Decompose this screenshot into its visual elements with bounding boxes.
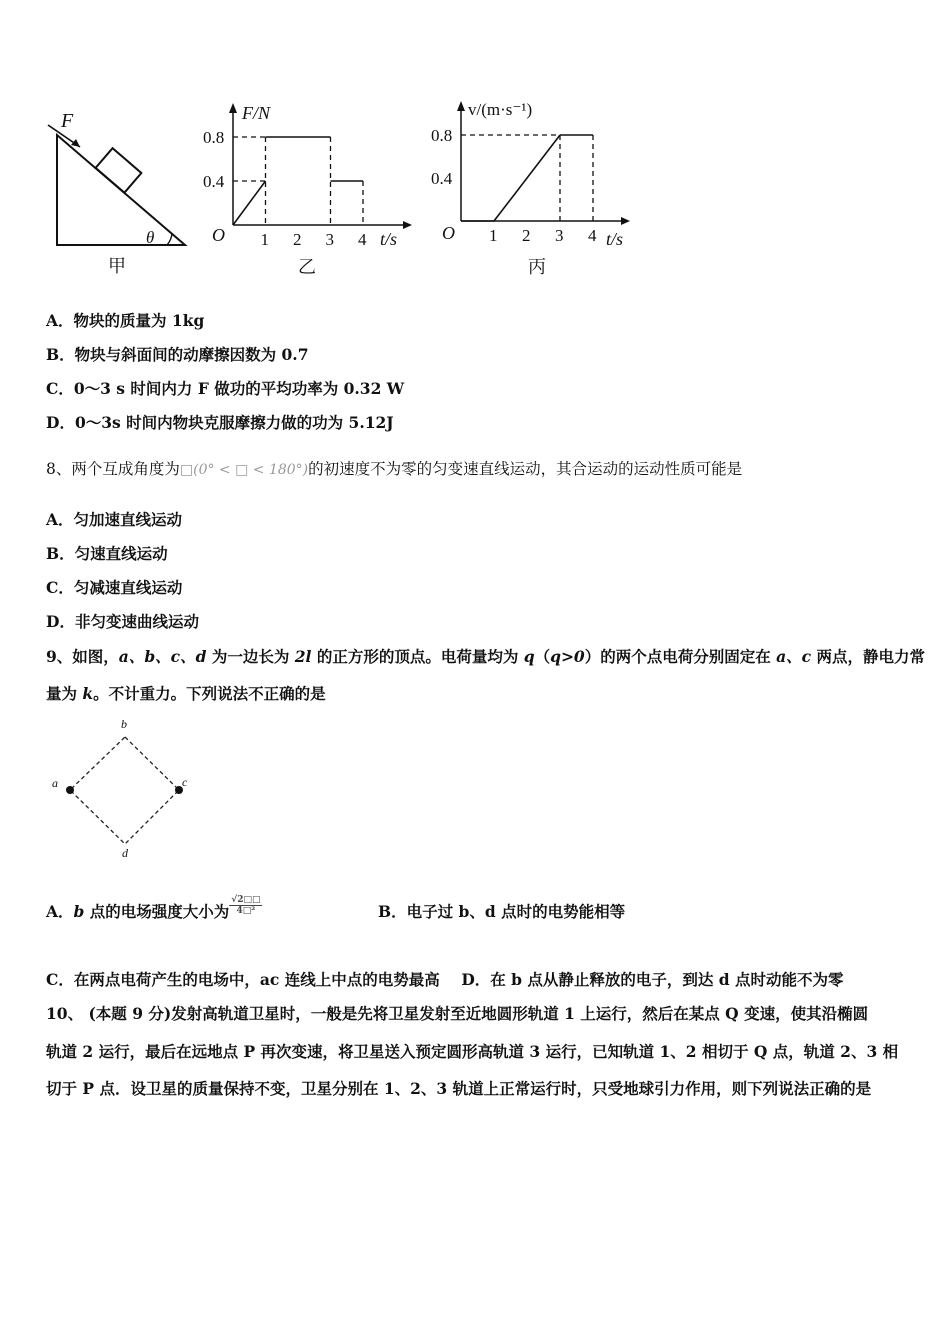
q10-stem-line3: 切于 P 点．设卫星的质量保持不变，卫星分别在 1、2、3 轨道上正常运行时，只受地球引力作用，则下列说法正确的是 bbox=[46, 1079, 872, 1098]
q7-option-a: A．物块的质量为 1kg bbox=[46, 311, 205, 330]
x-tick-label: 1 bbox=[260, 230, 269, 249]
caption-jia: 甲 bbox=[108, 256, 126, 276]
x-tick-label: 1 bbox=[489, 226, 498, 245]
caption-yi: 乙 bbox=[298, 257, 316, 277]
x-axis-label: t/s bbox=[606, 229, 624, 249]
figure-yi bbox=[200, 95, 415, 285]
q7-option-c: C．0～3 s 时间内力 F 做功的平均功率为 0.32 W bbox=[46, 379, 405, 398]
origin-label: O bbox=[212, 225, 225, 245]
figure-bing bbox=[428, 95, 643, 285]
q9-option-b: B．电子过 b、d 点时的电势能相等 bbox=[378, 902, 626, 921]
tick-labels bbox=[431, 126, 597, 245]
origin-label: O bbox=[442, 223, 455, 243]
caption-bing: 丙 bbox=[528, 257, 546, 277]
incline-diagram bbox=[40, 105, 200, 280]
f-t-chart bbox=[200, 95, 415, 285]
q8-angle-math: □(0° < □ < 180°) bbox=[179, 462, 309, 478]
angle-label: θ bbox=[146, 228, 155, 247]
y-axis-arrow bbox=[229, 103, 237, 113]
square-diagram bbox=[45, 712, 200, 862]
q7-option-b: B．物块与斜面间的动摩擦因数为 0.7 bbox=[46, 345, 309, 364]
y-tick-label: 0.4 bbox=[203, 172, 225, 191]
x-tick-label: 4 bbox=[588, 226, 597, 245]
label-c: c bbox=[182, 775, 188, 789]
field-fraction: $\frac{√2□□}{\text{4□²}}$ bbox=[231, 894, 261, 916]
q8-stem: 8、两个互成角度为□(0° < □ < 180°)的初速度不为零的匀变速直线运动，其合运动的运动性质可能是 bbox=[46, 460, 743, 478]
q7-option-d: D．0～3s 时间内物块克服摩擦力做的功为 5.12J bbox=[46, 413, 394, 432]
dashed-square bbox=[70, 737, 179, 844]
y-axis-arrow bbox=[457, 101, 465, 111]
q8-option-a: A．匀加速直线运动 bbox=[46, 510, 183, 529]
q9-option-cd bbox=[46, 970, 844, 990]
q10-stem-line2: 轨道 2 运行，最后在远地点 P 再次变速，将卫星送入预定圆形高轨道 3 运行，已知轨道 1、2 相切于 Q 点，轨道 2、3 相 bbox=[46, 1042, 899, 1061]
figure-jia bbox=[40, 105, 200, 280]
label-a: a bbox=[52, 776, 58, 790]
y-tick-label: 0.8 bbox=[431, 126, 453, 145]
x-axis-label: t/s bbox=[380, 229, 398, 249]
y-axis-label: F/N bbox=[242, 103, 271, 123]
series-segment bbox=[494, 135, 560, 221]
v-t-chart bbox=[428, 95, 643, 285]
figure-square bbox=[45, 712, 200, 862]
angle-arc bbox=[167, 233, 172, 245]
q9-stem-line2: 量为 k。不计重力。下列说法不正确的是 bbox=[46, 684, 326, 703]
q9-option-c: C．在两点电荷产生的电场中，ac 连线上中点的电势最高 bbox=[46, 970, 440, 989]
x-axis-arrow bbox=[403, 221, 412, 229]
x-tick-label: 3 bbox=[555, 226, 564, 245]
block bbox=[96, 148, 142, 192]
y-tick-label: 0.8 bbox=[203, 128, 225, 147]
q9-option-d: D．在 b 点从静止释放的电子，到达 d 点时动能不为零 bbox=[461, 970, 844, 989]
q8-option-c: C．匀减速直线运动 bbox=[46, 578, 183, 597]
series-line bbox=[461, 135, 593, 221]
force-arrowhead bbox=[71, 139, 80, 147]
y-tick-label: 0.4 bbox=[431, 169, 453, 188]
series-segment bbox=[233, 181, 266, 225]
force-label: F bbox=[61, 110, 74, 132]
q10-stem-line1: 10、 (本题 9 分)发射高轨道卫星时，一般是先将卫星发射至近地圆形轨道 1 上运行，然后在某点 Q 变速，使其沿椭圆 bbox=[46, 1004, 869, 1023]
x-axis-arrow bbox=[621, 217, 630, 225]
q9-option-a: A．b 点的电场强度大小为 $\frac{√2□□}{\text{4□²}}$ bbox=[46, 894, 261, 921]
label-b: b bbox=[121, 717, 127, 731]
label-d: d bbox=[122, 846, 128, 860]
q9-stem-line1: 9、如图，a、b、c、d 为一边长为 2l 的正方形的顶点。电荷量均为 q（q>0）的两个点电荷分别固定在 a、c 两点，静电力常 bbox=[46, 647, 926, 666]
q8-option-b: B．匀速直线运动 bbox=[46, 544, 168, 563]
x-tick-label: 4 bbox=[358, 230, 367, 249]
q8-option-d: D．非匀变速曲线运动 bbox=[46, 612, 199, 631]
x-tick-label: 3 bbox=[325, 230, 334, 249]
tick-labels bbox=[203, 128, 367, 249]
y-axis-label: v/(m·s⁻¹) bbox=[468, 100, 533, 119]
charge-a bbox=[66, 786, 74, 794]
x-tick-label: 2 bbox=[293, 230, 302, 249]
x-tick-label: 2 bbox=[522, 226, 531, 245]
